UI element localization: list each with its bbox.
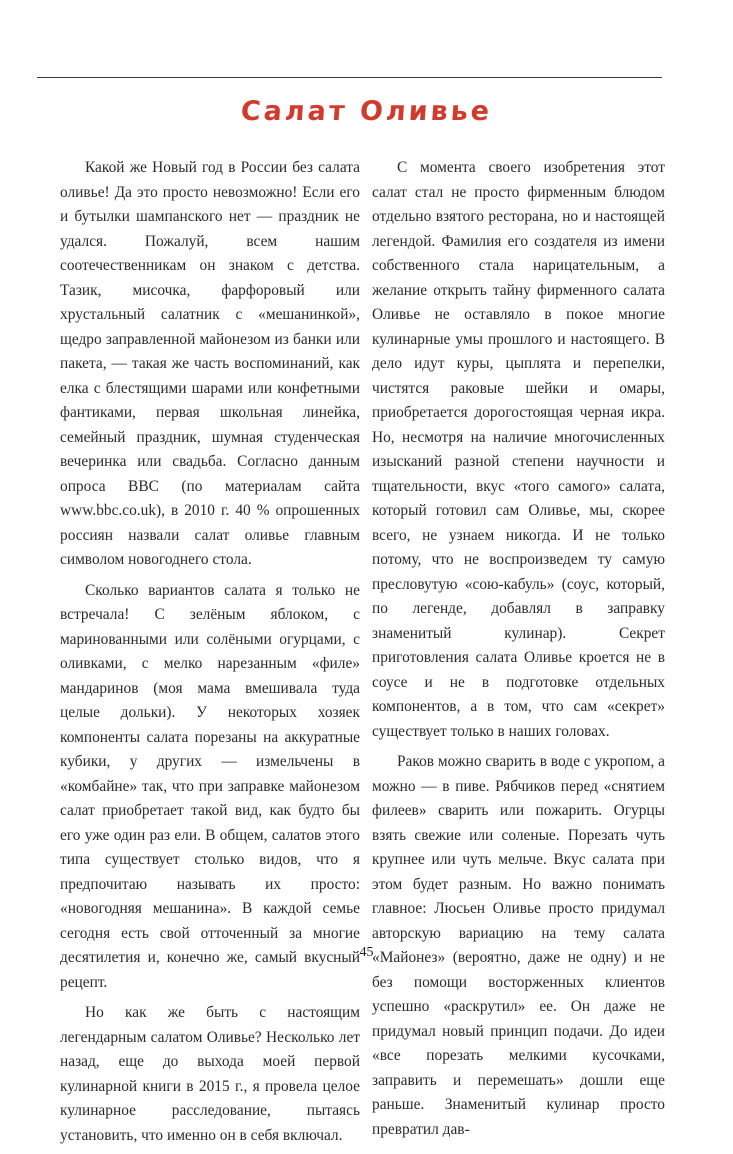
page-number: 45 [359, 945, 374, 960]
header-rule [37, 77, 662, 78]
paragraph: С момента своего изобретения этот салат стал не просто фирменным блюдом отдельно взятого ресторана, но и настоящей легендой. Фамилия его создателя из имени собственного стала нарицательным, а желание открыть тайну фирменного салата Оливье не оставляло в покое многие кулинарные умы прошлого и настоящего. В дело идут куры, цыплята и перепелки, чистятся раковые шейки и омары, приобретается дорогостоящая черная икра. Но, несмотря на наличие многочисленных изысканий разной степени научности и тщательности, вкус «того самого» салата, который готовил сам Оливье, мы, скорее всего, не узнаем никогда. И не только потому, что не воспроизведем ту самую пресловутую «сою-кабуль» (соус, который, по легенде, добавлял в заправку знаменитый кулинар). Секрет приготовления салата Оливье кроется не в соусе и не в подготовке отдельных компонентов, а в том, что сам «секрет» существует только в наших головах. [372, 159, 665, 740]
page-title: Салат Оливье [239, 96, 494, 127]
paragraph: Но как же быть с настоящим легендарным салатом Оливье? Несколько лет назад, еще до выхода моей первой кулинарной книги в 2015 г., я провела целое кулинарное расследование, пытаясь установить, что именно он в себя включал. [60, 1004, 360, 1144]
paragraph: Сколько вариантов салата я только не встречала! С зелёным яблоком, с маринованными или солёными огурцами, с оливками, с мелко нарезанным «филе» мандаринов (моя мама вмешивала туда целые дольки). У некоторых хозяек компоненты салата порезаны на аккуратные кубики, у других — измельчены в «комбайне» так, что при заправке майонезом салат приобретает такой вид, как будто бы его уже один раз ели. В общем, салатов этого типа существует столько видов, что я предпочитаю называть их просто: «новогодняя мешанина». В каждой семье сегодня есть свой отточенный за многие десятилетия и, конечно же, самый вкусный рецепт. [60, 581, 360, 991]
right-column [372, 156, 665, 1148]
paragraph: Какой же Новый год в России без салата оливье! Да это просто невозможно! Если его и бутылки шампанского нет — праздник не удался. Пожалуй, всем нашим соотечественникам он знаком с детства. Тазик, мисочка, фарфоровый или хрустальный салатник с «мешанинкой», щедро заправленной майонезом из банки или пакета, — такая же часть воспоминаний, как елка с блестящими шарами или конфетными фантиками, первая школьная линейка, семейный праздник, шумная студенческая вечеринка или свадьба. Согласно данным опроса BBC (по материалам сайта www.bbc.co.uk), в 2010 г. 40 % опрошенных россиян назвали салат оливье главным символом новогоднего стола. [60, 159, 360, 568]
paragraph: Раков можно сварить в воде с укропом, а можно — в пиве. Рябчиков перед «снятием филеев» сварить или пожарить. Огурцы взять свежие или соленые. Порезать чуть крупнее или чуть мельче. Вкус салата при этом будет разным. Но важно понимать главное: Люсьен Оливье просто придумал авторскую вариацию на тему салата «Майонез» (вероятно, даже не одну) и не без помощи восторженных клиентов успешно «раскрутил» ее. Он даже не придумал новый принцип подачи. До идеи «все порезать мелкими кусочками, заправить и перемешать» дошли еще раньше. Знаменитый кулинар просто превратил дав- [372, 753, 665, 1138]
left-column [60, 156, 360, 1154]
